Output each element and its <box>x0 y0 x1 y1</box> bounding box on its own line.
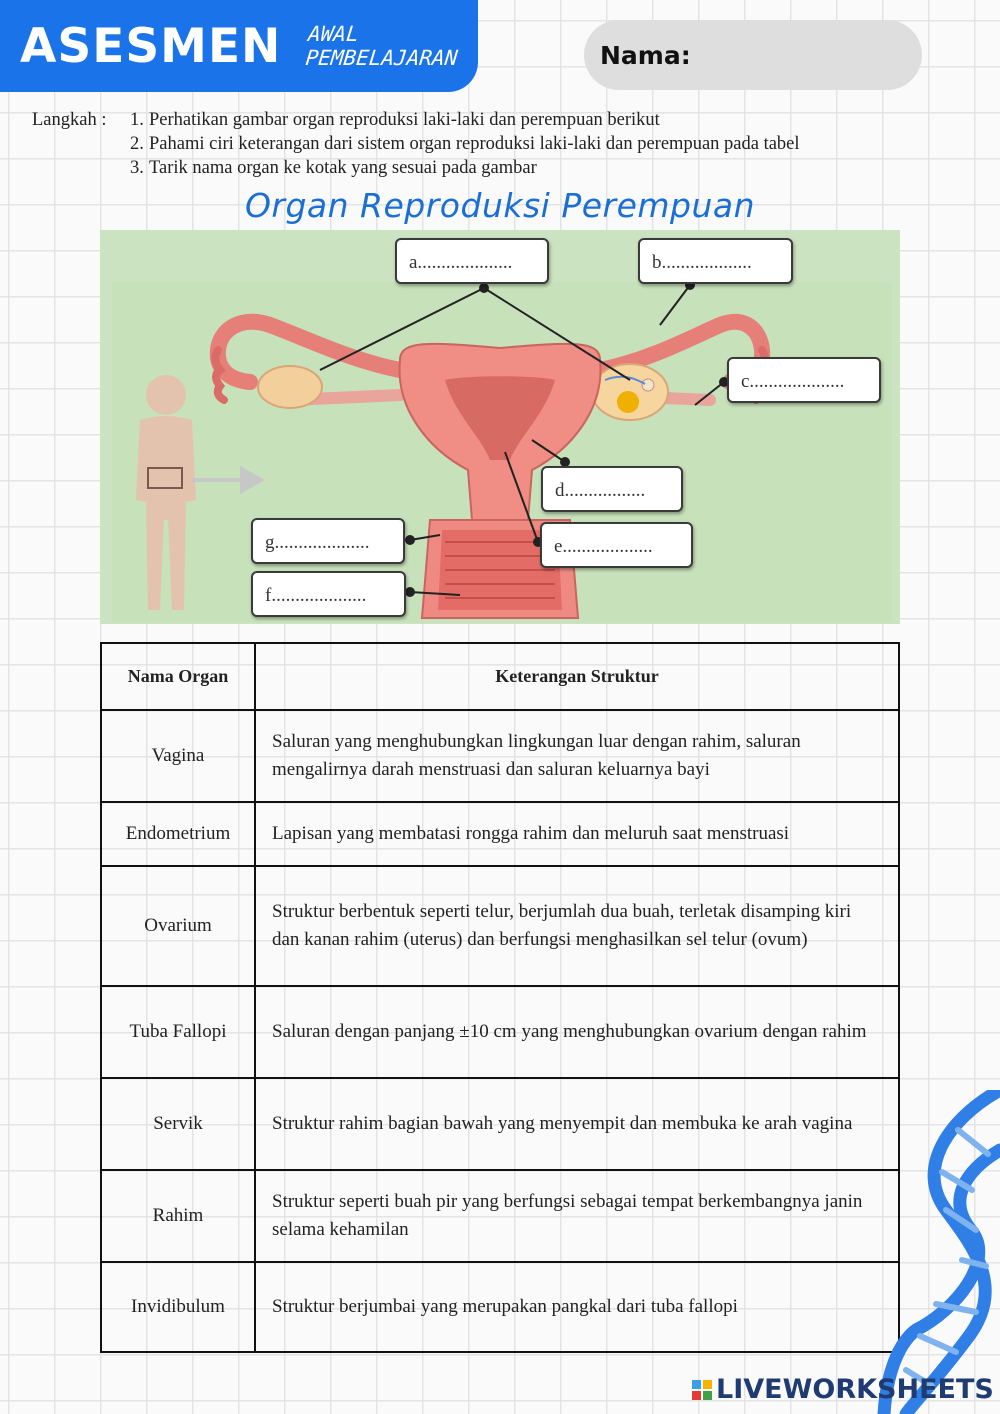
instructions-label: Langkah : <box>32 110 107 130</box>
liveworksheets-icon <box>692 1380 712 1400</box>
step-text: Tarik nama organ ke kotak yang sesuai pada gambar <box>149 158 537 178</box>
dna-helix-icon <box>876 1090 1000 1414</box>
header-subtitle-line1: AWAL <box>307 22 361 46</box>
label-box-c[interactable]: c.................... <box>727 357 881 403</box>
organ-description: Saluran yang menghubungkan lingkungan luar dengan rahim, saluran mengalirnya darah menstruasi dan saluran keluarnya bayi <box>255 710 899 802</box>
organ-name: Tuba Fallopi <box>101 986 255 1078</box>
table-row <box>101 866 899 986</box>
uterus-illustration <box>100 230 900 624</box>
organ-description: Struktur rahim bagian bawah yang menyempit dan membuka ke arah vagina <box>255 1078 899 1170</box>
organ-name: Endometrium <box>101 802 255 866</box>
table-row <box>101 1262 899 1352</box>
header-subtitle <box>305 22 462 70</box>
ovary-left <box>258 366 322 408</box>
name-label: Nama: <box>600 40 691 70</box>
label-box-b[interactable]: b................... <box>638 238 793 284</box>
liveworksheets-logo[interactable] <box>692 1374 994 1405</box>
name-field[interactable] <box>584 20 922 90</box>
step-number: 1. <box>130 110 144 130</box>
diagram-title: Organ Reproduksi Perempuan <box>244 186 756 225</box>
header-banner <box>0 0 478 92</box>
header-subtitle-line2: PEMBELAJARAN <box>304 46 460 70</box>
organ-description: Struktur berjumbai yang merupakan pangkal dari tuba fallopi <box>255 1262 899 1352</box>
organ-name: Invidibulum <box>101 1262 255 1352</box>
instructions <box>32 108 800 180</box>
step-number: 3. <box>130 158 144 178</box>
label-box-g[interactable]: g.................... <box>251 518 405 564</box>
table-row <box>101 1170 899 1262</box>
organ-description: Lapisan yang membatasi rongga rahim dan meluruh saat menstruasi <box>255 802 899 866</box>
step-number: 2. <box>130 134 144 154</box>
step-text: Perhatikan gambar organ reproduksi laki-laki dan perempuan berikut <box>149 110 660 130</box>
header-title: ASESMEN <box>20 18 282 74</box>
label-box-f[interactable]: f.................... <box>251 571 406 617</box>
table-row <box>101 986 899 1078</box>
organ-description: Saluran dengan panjang ±10 cm yang menghubungkan ovarium dengan rahim <box>255 986 899 1078</box>
organ-table <box>100 642 900 1353</box>
organ-description: Struktur berbentuk seperti telur, berjumlah dua buah, terletak disamping kiri dan kanan rahim (uterus) dan berfungsi menghasilkan sel telur (ovum) <box>255 866 899 986</box>
organ-name: Rahim <box>101 1170 255 1262</box>
organ-name: Vagina <box>101 710 255 802</box>
table-row <box>101 802 899 866</box>
table-row <box>101 1078 899 1170</box>
label-box-a[interactable]: a.................... <box>395 238 549 284</box>
label-box-e[interactable]: e................... <box>540 522 693 568</box>
footer-brand: LIVEWORKSHEETS <box>716 1374 994 1405</box>
label-box-d[interactable]: d................. <box>541 466 683 512</box>
organ-description: Struktur seperti buah pir yang berfungsi sebagai tempat berkembangnya janin selama kehamilan <box>255 1170 899 1262</box>
organ-name: Servik <box>101 1078 255 1170</box>
organ-name: Ovarium <box>101 866 255 986</box>
reproductive-diagram <box>100 230 900 624</box>
table-header-row <box>101 643 899 710</box>
column-header-organ: Nama Organ <box>101 643 255 710</box>
table-row <box>101 710 899 802</box>
column-header-description: Keterangan Struktur <box>255 643 899 710</box>
step-text: Pahami ciri keterangan dari sistem organ reproduksi laki-laki dan perempuan pada tabel <box>149 134 800 154</box>
